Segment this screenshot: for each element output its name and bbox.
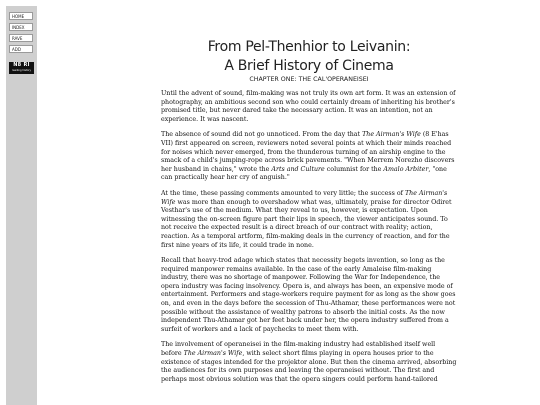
- article-title: [161, 38, 457, 76]
- paragraph-2: The absence of sound did not go unnoticed. From the day that The Airman's Wife (8 E'has VII) first appeared on screen, reviewers noted several points at which their minds reached for noises which never emerged, from the thunderous turning of an airship engine to the smack of a child's jumping-rope across brick pavements. "When Merrem Norezho discovers her husband in chains," wrote the Arts and Culture columnist for the Amalo Arbiter, "one can practically hear her cry of anguish.": [161, 131, 455, 182]
- logo-mark: N8 RI: [13, 62, 30, 68]
- film-title: The Airman's Wife: [161, 189, 448, 206]
- nav-index-link[interactable]: INDEX: [9, 23, 33, 31]
- paragraph-4: Recall that heavy-trod adage which states that necessity begets invention, so long as the required manpower remains available. In the case of the early Amaleise film-making industry, there was no shortage of manpower. Following the War for Independence, the opera industry was facing insolvency. Opera is, and always has been, an expensive mode of entertainment. Performers and stage-workers require payment for as long as the show goes on, and even in the days before the secession of Thu-Athamar, these performances were not possible without the assistance of wealthy patrons to absorb the initial costs. As the now independent Thu-Athamar got her feet back under her, the opera industry suffered from a surfeit of workers and a lack of paychecks to meet them with.: [161, 257, 456, 333]
- column-name: Arts and Culture: [271, 165, 325, 173]
- title-line-1: From Pel-Thenhior to Leivanin:: [207, 39, 411, 55]
- nav-rave-link[interactable]: RAVE: [9, 34, 33, 42]
- sidebar: [6, 6, 37, 405]
- nav-add-link[interactable]: ADD: [9, 45, 33, 53]
- nav-home-link[interactable]: HOME: [9, 12, 33, 20]
- newspaper-name: Amalo Arbiter: [383, 165, 429, 173]
- chapter-heading: CHAPTER ONE: THE CAL'OPERANEISEI: [249, 76, 369, 83]
- logo-tagline: reading history: [12, 69, 31, 72]
- title-line-2: A Brief History of Cinema: [224, 58, 394, 74]
- site-logo[interactable]: [9, 62, 34, 74]
- paragraph-3: At the time, these passing comments amounted to very little; the success of The Airman's Wife was more than enough to overshadow what was, ultimately, praise for director Odiret Vesthar's use of the medium. What they reveal to us, however, is expectation. Upon witnessing the on-screen figure part their lips in speech, the viewer anticipates sound. To not receive the expected result is a direct breach of our contract with reality; action, reaction. As a temporal artform, film-making deals in the currency of reaction, and for the first nine years of its life, it could trade in none.: [161, 189, 452, 249]
- paragraph-1: Until the advent of sound, film-making was not truly its own art form. It was an extension of photography, an ambitious second son who could certainly dream of inheriting his brother's promised title, but never dared take the necessary action. It was an intention, not an experience. It was nascent.: [161, 90, 456, 123]
- film-title: The Airman's Wife: [362, 131, 421, 139]
- film-title: The Airman's Wife: [183, 350, 243, 358]
- paragraph-5: The involvement of operaneisei in the film-making industry had established itself well before The Airman's Wife, with select short films playing in opera houses prior to the existence of stages intended for the projektor alone. But then the cinema arrived, absorbing the audiences for its own purposes and leaving the operaneisei without. The first and perhaps most obvious solution was that the opera singers could perform hand-tailored: [161, 341, 457, 383]
- article: [161, 38, 457, 391]
